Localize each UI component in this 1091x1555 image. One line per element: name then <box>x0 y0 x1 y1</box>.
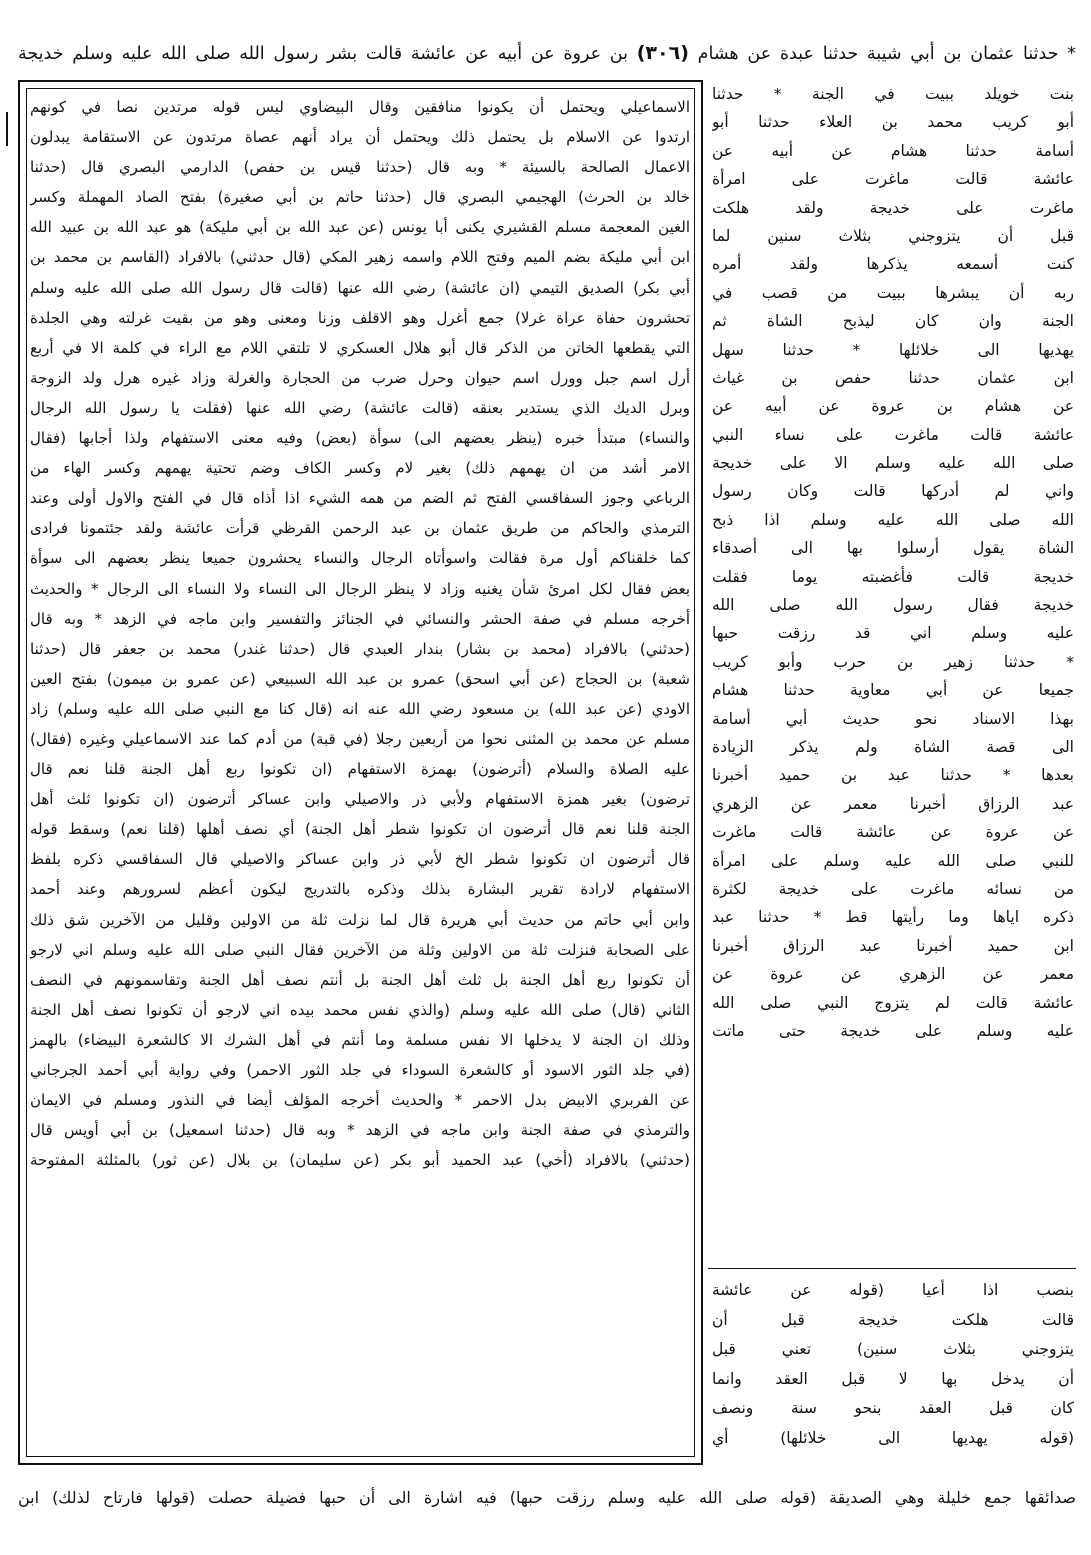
commentary-line: قال أترضون ان تكونوا شطر الخ لأبي ذر وابن عساكر والاصيلي قال السفاقسي ذكره بلفظ <box>30 850 690 869</box>
commentary-line: وبرل الديك الذي يستدير بعنقه (قالت عائشة) رضي الله عنها (فقلت يا رسول الله الرجال <box>30 398 690 417</box>
commentary-line: الاستفهام لارادة تقرير البشارة بذلك وذكره بالتدريج ليكون أعظم لسرورهم وعند أحمد <box>30 880 690 899</box>
commentary-line: مسلم عن محمد بن المثنى نحوا من أربعين رجلا (في قبة) من أدم كما عند الاسماعيلي وغيره (فقال) <box>30 729 690 748</box>
hadith-line: عليه وسلم اني قد رزقت حبها <box>712 624 1074 643</box>
commentary-line: أن تكونوا ربع أهل الجنة بل ثلث أهل الجنة بل أنتم نصف أهل الجنة وتقاسمونهم في النصف <box>30 970 690 989</box>
side-commentary-line: أن يدخل بها لا قبل العقد وانما <box>712 1369 1074 1388</box>
commentary-line: والترمذي في صفة الجنة وابن ماجه في الزهد * وبه قال (حدثنا اسمعيل) بن أبي أويس قال <box>30 1121 690 1140</box>
commentary-line: خالد بن الحرث) الهجيمي البصري قال (حدثنا حاتم بن أبي صغيرة) بفتح الصاد المهملة وكسر <box>30 188 690 207</box>
hadith-line: عن هشام بن عروة عن أبيه عن <box>712 397 1074 416</box>
hadith-line: للنبي صلى الله عليه وسلم على امرأة <box>712 851 1074 870</box>
hadith-line: الى قصة الشاة ولم يذكر الزيادة <box>712 737 1074 756</box>
hadith-line: عائشة قالت ماغرت على امرأة <box>712 170 1074 189</box>
commentary-line: شعبة) بن الحجاج (عن أبي اسحق) عمرو بن عبد الله السبيعي (عن عمرو بن ميمون) بفتح العين <box>30 669 690 688</box>
commentary-line: الاسماعيلي ويحتمل أن يكونوا منافقين وقال البيضاوي ليس قوله مرتدين نصا في كونهم <box>30 98 690 116</box>
commentary-line: كما خلقناكم أول مرة فقالت واسوأتاه الرجال والنساء يحشرون جميعا ينظر بعضهم الى سوأة <box>30 549 690 568</box>
page-footer: صدائقها جمع خليلة وهي الصديقة (قوله صلى الله عليه وسلم رزقت حبها) فيه اشارة الى أن حبها فضيلة حصلت (قولها فارتاح لذلك) ابن <box>18 1488 1076 1507</box>
hadith-line: ذكره اياها وما رأيتها قط * حدثنا عبد <box>712 908 1074 927</box>
commentary-line: الجنة قلنا نعم قال أترضون ان تكونوا شطر أهل الجنة) أي نصف أهلها (قلنا نعم) وسقط قوله <box>30 820 690 839</box>
commentary-line: تحشرون حفاة عراة غرلا) جمع أغرل وهو الاقلف وزنا ومعنى وهو من بقيت غرلته وهي الجلدة <box>30 308 690 327</box>
hadith-line: الجنة وان كان ليذبح الشاة ثم <box>712 312 1074 331</box>
hadith-line: أسامة حدثنا هشام عن أبيه عن <box>712 141 1074 160</box>
side-commentary-line: (قوله يهديها الى خلائلها) أي <box>712 1428 1074 1447</box>
hadith-line: كنت أسمعه يذكرها ولقد أمره <box>712 255 1074 274</box>
hadith-line: عبد الرزاق أخبرنا معمر عن الزهري <box>712 794 1074 813</box>
commentary-line: عن الفربري الابيض بدل الاحمر * والحديث أخرجه المؤلف أيضا في النذور ومسلم في الايمان <box>30 1091 690 1110</box>
hadith-line: بهذا الاسناد نحو حديث أبي أسامة <box>712 709 1074 728</box>
commentary-line: ارتدوا عن الاسلام بل يحتمل ذلك ويحتمل أن يراد أنهم عصاة مرتدون عن الاستقامة يبدلون <box>30 128 690 147</box>
commentary-column <box>30 92 690 1457</box>
hadith-line: يهديها الى خلائلها * حدثنا سهل <box>712 340 1074 359</box>
commentary-line: عليه الصلاة والسلام (أترضون) بهمزة الاستفهام (ان تكونوا ربع أهل الجنة قلنا نعم قال <box>30 760 690 779</box>
commentary-line: الرباعي وجوز السفاقسي الفتح ثم الضم من همه الشيء اذا أذاه قال في الفتح والاول أولى وعند <box>30 489 690 508</box>
hadith-line: الله صلى الله عليه وسلم اذا ذبح <box>712 510 1074 529</box>
hadith-line: عليه وسلم على خديجة حتى ماتت <box>712 1021 1074 1040</box>
commentary-line: (حدثني) بالافراد (أخي) عبد الحميد أبو بكر (عن سليمان) بن بلال (عن ثور) بالمثلثة المفتوحة <box>30 1151 690 1170</box>
hadith-line: جميعا عن أبي معاوية حدثنا هشام <box>712 681 1074 700</box>
header-text-end: بن عروة عن أبيه عن عائشة قالت بشر رسول الله صلى الله عليه وسلم خديجة <box>18 44 628 64</box>
page-header <box>18 36 1076 70</box>
hadith-line: * حدثنا زهير بن حرب وأبو كريب <box>712 652 1074 671</box>
commentary-line: ابن أبي مليكة بضم الميم وفتح اللام واسمه زهير المكي (قال حدثني) بالافراد (القاسم بن محمد بن <box>30 248 690 267</box>
commentary-line: وابن أبي حاتم من حديث أبي هريرة قال لما نزلت ثلة من الاولين وقليل من الآخرين شق ذلك <box>30 910 690 929</box>
hadith-line: ابن عثمان حدثنا حفص بن غياث <box>712 368 1074 387</box>
commentary-line: الامر أشد من ان يهمهم ذلك) بغير لام وكسر الكاف وضم تحتية يهمهم وكسر الهاء من <box>30 459 690 478</box>
hadith-line: ربه أن يبشرها ببيت من قصب في <box>712 283 1074 302</box>
hadith-line: من نسائه ماغرت على خديجة لكثرة <box>712 879 1074 898</box>
hadith-line: عن عروة عن عائشة قالت ماغرت <box>712 823 1074 842</box>
commentary-line: (في جلد الثور الاسود أو كالشعرة السوداء في جلد الثور الاحمر) وفي رواية أبي أحمد الجرجاني <box>30 1061 690 1079</box>
margin-mark <box>6 112 8 146</box>
hadith-text-column <box>712 80 1074 1260</box>
hadith-line: عائشة قالت لم يتزوج النبي صلى الله <box>712 993 1074 1012</box>
hadith-line: عائشة قالت ماغرت على نساء النبي <box>712 425 1074 444</box>
commentary-line: وذلك ان الجنة لا يدخلها الا نفس مسلمة وما أنتم في أهل الشرك الا كالشعرة البيضاء) بالهمز <box>30 1030 690 1049</box>
hadith-line: بعدها * حدثنا عبد بن حميد أخبرنا <box>712 766 1074 785</box>
commentary-line: أخرجه مسلم في صفة الحشر والنسائي في الجنائز والتفسير وابن ماجه في الزهد * وبه قال <box>30 609 690 628</box>
commentary-line: على الصحابة فنزلت ثلة من الاولين وثلة من الآخرين فقال النبي صلى الله عليه وسلم اني لارجو <box>30 940 690 959</box>
commentary-line: الاودي (عن عبد الله) بن مسعود رضي الله عنه انه (قال كنا مع النبي صلى الله عليه وسلم) زاد <box>30 699 690 718</box>
page-number: (٣٠٦) <box>636 42 689 64</box>
hadith-line: خديجة قالت فأغضبته يوما فقلت <box>712 567 1074 586</box>
side-commentary-line: كان قبل العقد بنحو سنة ونصف <box>712 1399 1074 1417</box>
side-commentary-line: بنصب اذا أعيا (قوله عن عائشة <box>712 1281 1074 1299</box>
column-divider <box>708 1268 1076 1269</box>
hadith-line: بنت خويلد ببيت في الجنة * حدثنا <box>712 85 1074 103</box>
header-text-start: * حدثنا عثمان بن أبي شيبة حدثنا عبدة عن هشام <box>697 44 1076 64</box>
commentary-line: أرل اسم جبل وورل اسم حيوان وحرل ضرب من الحجارة والغرلة وزاد غيره هرل ولد الزوجة <box>30 368 690 387</box>
hadith-line: صلى الله عليه وسلم الا على خديجة <box>712 454 1074 473</box>
hadith-line: أبو كريب محمد بن العلاء حدثنا أبو <box>712 113 1074 132</box>
hadith-line: ابن حميد أخبرنا عبد الرزاق أخبرنا <box>712 936 1074 955</box>
side-commentary-line: يتزوجني بثلاث سنين) تعني قبل <box>712 1340 1074 1358</box>
hadith-line: قبل أن يتزوجني بثلاث سنين لما <box>712 226 1074 245</box>
hadith-line: الشاة يقول أرسلوا بها الى أصدقاء <box>712 539 1074 558</box>
hadith-line: معمر عن الزهري عن عروة عن <box>712 965 1074 984</box>
commentary-line: التي يقطعها الخاتن من الذكر قال أبو هلال العسكري لا تلتقي اللام مع الراء في كلمة الا في أربع <box>30 338 690 357</box>
commentary-line: بعض فقال لكل امرئ شأن يغنيه وزاد لا ينظر الرجال الى النساء ولا النساء الى الرجال * والحديث <box>30 579 690 598</box>
side-commentary-column <box>712 1276 1074 1466</box>
hadith-line: واني لم أدركها قالت وكان رسول <box>712 482 1074 501</box>
commentary-line: والنساء) مبتدأ خبره (ينظر بعضهم الى) سوأة (بعض) وفيه معنى الاستفهام ولذا أجابها (فقال <box>30 429 690 448</box>
commentary-line: الثاني (قال) صلى الله عليه وسلم (والذي نفس محمد بيده اني لارجو أن تكونوا نصف أهل الجنة <box>30 1000 690 1019</box>
commentary-line: ترضون) بغير همزة الاستفهام ولأبي ذر والاصيلي وابن عساكر أترضون (ان تكونوا ثلث أهل <box>30 790 690 809</box>
commentary-line: الترمذي والحاكم من طريق عثمان بن عبد الرحمن القرظي قرأت عائشة ولقد جئتمونا فرادى <box>30 519 690 538</box>
commentary-line: أبي بكر) الصديق التيمي (ان عائشة) رضي الله عنها (قالت قال رسول الله صلى الله عليه وسلم <box>30 278 690 297</box>
commentary-line: الغين المعجمة مسلم القشيري يكنى أبا يونس (عن عبد الله بن أبي مليكة) هو عبد الله بن عبيد الله <box>30 218 690 237</box>
hadith-line: ماغرت على خديجة ولقد هلكت <box>712 198 1074 217</box>
commentary-line: (حدثني) بالافراد (محمد بن بشار) بندار العبدي قال (حدثنا غندر) محمد بن جعفر قال (حدثنا <box>30 639 690 658</box>
commentary-line: الاعمال الصالحة بالسيئة * وبه قال (حدثنا قيس بن حفص) الدارمي البصري قال (حدثنا <box>30 158 690 177</box>
side-commentary-line: قالت هلكت خديجة قبل أن <box>712 1310 1074 1329</box>
hadith-line: خديجة فقال رسول الله صلى الله <box>712 596 1074 615</box>
